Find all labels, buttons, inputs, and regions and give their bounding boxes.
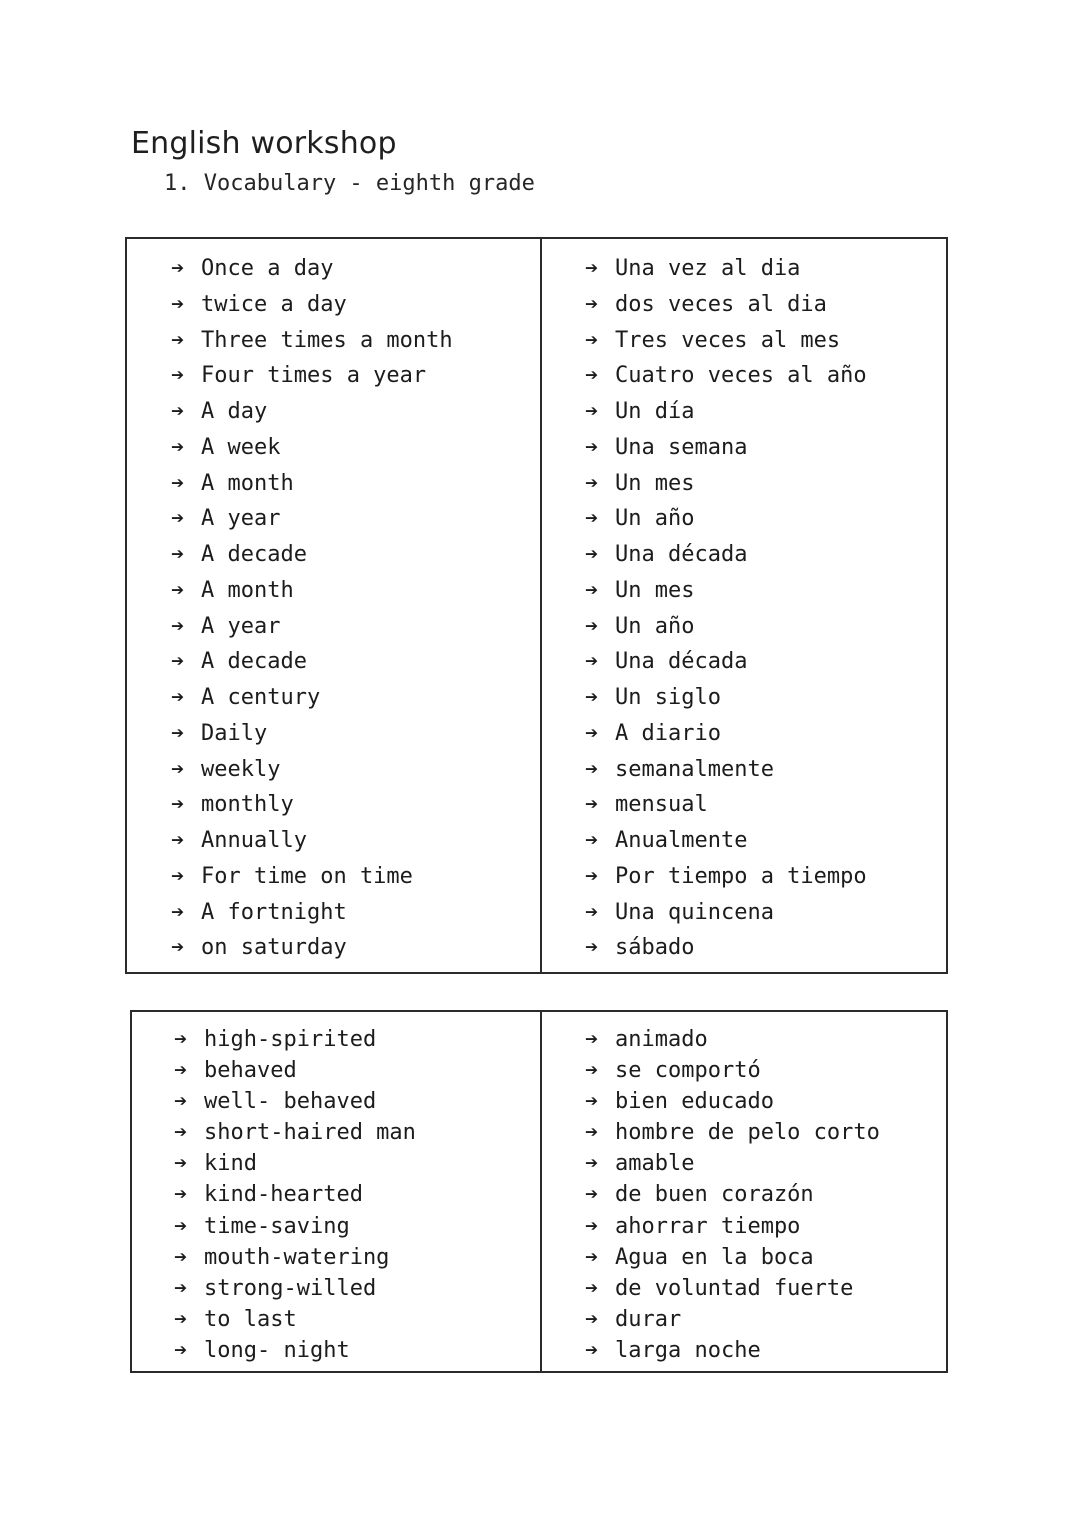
vocab-term: dos veces al dia: [615, 291, 827, 317]
vocab-item-spanish: [585, 573, 946, 609]
vocab-item-spanish: [585, 251, 946, 287]
vocab-term: A month: [201, 577, 294, 603]
arrow-icon: ➔: [171, 291, 185, 317]
vocab-item-english: [174, 1335, 540, 1366]
vocab-item-english: [174, 1179, 540, 1210]
arrow-icon: ➔: [585, 792, 599, 818]
vocab-term: Una vez al dia: [615, 256, 801, 281]
vocab-item-english: [171, 609, 540, 645]
vocab-item-english: [171, 358, 540, 394]
vocab-item-spanish: [585, 930, 946, 966]
vocab-item-english: [171, 394, 540, 430]
vocab-term: high-spirited: [204, 1027, 377, 1052]
vocab-term: Una década: [615, 649, 748, 675]
arrow-icon: ➔: [171, 434, 185, 460]
vocab-item-english: [174, 1086, 540, 1117]
vocab-term: kind: [204, 1151, 257, 1177]
spanish-column: [542, 239, 946, 972]
vocab-term: A decade: [201, 649, 307, 675]
vocab-item-english: [171, 859, 540, 895]
arrow-icon: ➔: [171, 863, 185, 889]
vocab-item-english: [171, 895, 540, 931]
vocab-term: Un año: [615, 613, 695, 639]
vocab-term: time-saving: [204, 1213, 350, 1239]
arrow-icon: ➔: [585, 1120, 599, 1146]
vocab-item-spanish: [585, 1304, 946, 1335]
vocab-item-spanish: [585, 644, 946, 680]
vocab-term: Daily: [201, 720, 268, 746]
vocab-term: semanalmente: [615, 756, 774, 782]
spanish-list: [585, 251, 946, 966]
vocab-term: A month: [201, 470, 294, 496]
vocab-item-spanish: [585, 466, 946, 502]
arrow-icon: ➔: [174, 1337, 188, 1363]
vocab-term: Annually: [201, 828, 307, 853]
vocab-term: Three times a month: [201, 327, 453, 353]
arrow-icon: ➔: [171, 327, 185, 353]
vocab-term: de buen corazón: [615, 1182, 814, 1208]
vocab-item-english: [171, 573, 540, 609]
arrow-icon: ➔: [171, 256, 185, 281]
vocab-term: on saturday: [201, 935, 347, 961]
vocab-term: monthly: [201, 792, 294, 818]
arrow-icon: ➔: [585, 363, 599, 389]
vocab-item-spanish: [585, 1117, 946, 1148]
vocab-term: Four times a year: [201, 363, 427, 389]
vocab-term: Por tiempo a tiempo: [615, 863, 867, 889]
vocab-item-spanish: [585, 609, 946, 645]
vocab-term: mouth-watering: [204, 1244, 390, 1270]
arrow-icon: ➔: [585, 542, 599, 567]
english-list: [174, 1024, 540, 1366]
vocab-item-spanish: [585, 716, 946, 752]
vocab-item-english: [171, 930, 540, 966]
vocab-item-english: [171, 680, 540, 716]
vocab-term: For time on time: [201, 863, 413, 889]
arrow-icon: ➔: [174, 1089, 188, 1115]
vocab-item-spanish: [585, 1086, 946, 1117]
vocab-item-spanish: [585, 680, 946, 716]
vocab-item-spanish: [585, 1055, 946, 1086]
vocab-item-english: [174, 1242, 540, 1273]
vocab-item-english: [174, 1117, 540, 1148]
arrow-icon: ➔: [585, 899, 599, 925]
vocab-item-english: [174, 1211, 540, 1242]
arrow-icon: ➔: [585, 828, 599, 853]
vocab-item-spanish: [585, 323, 946, 359]
vocab-term: Cuatro veces al año: [615, 363, 867, 389]
arrow-icon: ➔: [174, 1244, 188, 1270]
arrow-icon: ➔: [174, 1151, 188, 1177]
spanish-list: [585, 1024, 946, 1366]
vocab-item-spanish: [585, 859, 946, 895]
arrow-icon: ➔: [585, 756, 599, 782]
vocab-item-english: [171, 644, 540, 680]
vocab-term: behaved: [204, 1058, 297, 1084]
vocab-term: to last: [204, 1306, 297, 1332]
vocab-item-spanish: [585, 1335, 946, 1366]
arrow-icon: ➔: [585, 1027, 599, 1052]
arrow-icon: ➔: [585, 685, 599, 710]
arrow-icon: ➔: [174, 1182, 188, 1208]
vocab-term: kind-hearted: [204, 1182, 363, 1208]
vocab-term: A week: [201, 434, 281, 460]
arrow-icon: ➔: [585, 470, 599, 496]
vocab-item-english: [174, 1024, 540, 1055]
arrow-icon: ➔: [585, 1244, 599, 1270]
vocab-term: se comportó: [615, 1058, 761, 1084]
arrow-icon: ➔: [174, 1275, 188, 1301]
vocabulary-table-time-expressions: [125, 237, 948, 974]
spanish-column: [542, 1012, 946, 1371]
vocab-item-spanish: [585, 358, 946, 394]
arrow-icon: ➔: [171, 577, 185, 603]
vocab-item-english: [174, 1055, 540, 1086]
vocab-item-english: [171, 287, 540, 323]
vocab-item-spanish: [585, 1242, 946, 1273]
arrow-icon: ➔: [585, 399, 599, 424]
vocabulary-table-compound-adjectives: [130, 1010, 948, 1373]
arrow-icon: ➔: [174, 1306, 188, 1332]
vocab-item-spanish: [585, 1211, 946, 1242]
vocab-term: Un día: [615, 399, 695, 424]
arrow-icon: ➔: [171, 792, 185, 818]
arrow-icon: ➔: [174, 1213, 188, 1239]
vocab-term: A year: [201, 506, 281, 532]
arrow-icon: ➔: [174, 1058, 188, 1084]
arrow-icon: ➔: [585, 577, 599, 603]
arrow-icon: ➔: [171, 470, 185, 496]
arrow-icon: ➔: [171, 828, 185, 853]
vocab-term: Un mes: [615, 470, 695, 496]
vocab-term: mensual: [615, 792, 708, 818]
vocab-item-english: [171, 251, 540, 287]
vocab-term: Una década: [615, 542, 748, 567]
vocab-term: Una semana: [615, 434, 748, 460]
vocab-item-spanish: [585, 823, 946, 859]
arrow-icon: ➔: [585, 1337, 599, 1363]
arrow-icon: ➔: [585, 720, 599, 746]
arrow-icon: ➔: [585, 649, 599, 675]
vocab-term: Anualmente: [615, 828, 748, 853]
vocab-item-spanish: [585, 752, 946, 788]
vocab-item-spanish: [585, 1024, 946, 1055]
vocab-term: larga noche: [615, 1337, 761, 1363]
vocab-term: Once a day: [201, 256, 334, 281]
arrow-icon: ➔: [585, 1306, 599, 1332]
english-column: [132, 1012, 542, 1371]
arrow-icon: ➔: [171, 756, 185, 782]
vocab-item-english: [171, 823, 540, 859]
document-title: English workshop: [131, 126, 397, 161]
vocab-item-english: [174, 1148, 540, 1179]
arrow-icon: ➔: [585, 1058, 599, 1084]
vocab-item-english: [171, 501, 540, 537]
arrow-icon: ➔: [171, 899, 185, 925]
arrow-icon: ➔: [585, 1089, 599, 1115]
vocab-item-english: [171, 787, 540, 823]
arrow-icon: ➔: [585, 1182, 599, 1208]
vocab-item-spanish: [585, 287, 946, 323]
vocab-term: hombre de pelo corto: [615, 1120, 880, 1146]
vocab-term: ahorrar tiempo: [615, 1213, 801, 1239]
vocab-term: long- night: [204, 1337, 350, 1363]
arrow-icon: ➔: [585, 327, 599, 353]
vocab-item-spanish: [585, 537, 946, 573]
vocab-item-english: [171, 716, 540, 752]
vocab-term: Una quincena: [615, 899, 774, 925]
arrow-icon: ➔: [585, 256, 599, 281]
arrow-icon: ➔: [585, 1213, 599, 1239]
arrow-icon: ➔: [171, 363, 185, 389]
vocab-term: A fortnight: [201, 899, 347, 925]
arrow-icon: ➔: [171, 685, 185, 710]
arrow-icon: ➔: [585, 935, 599, 961]
vocab-term: weekly: [201, 756, 281, 782]
english-column: [127, 239, 542, 972]
vocab-term: A year: [201, 613, 281, 639]
vocab-item-spanish: [585, 501, 946, 537]
vocab-item-spanish: [585, 895, 946, 931]
vocab-item-spanish: [585, 430, 946, 466]
arrow-icon: ➔: [585, 1275, 599, 1301]
arrow-icon: ➔: [585, 506, 599, 532]
arrow-icon: ➔: [585, 291, 599, 317]
arrow-icon: ➔: [171, 720, 185, 746]
vocab-item-english: [171, 752, 540, 788]
arrow-icon: ➔: [585, 613, 599, 639]
vocab-term: Un mes: [615, 577, 695, 603]
vocab-item-english: [171, 466, 540, 502]
vocab-item-english: [171, 323, 540, 359]
vocab-term: animado: [615, 1027, 708, 1052]
arrow-icon: ➔: [174, 1120, 188, 1146]
arrow-icon: ➔: [174, 1027, 188, 1052]
arrow-icon: ➔: [585, 863, 599, 889]
vocab-term: sábado: [615, 935, 695, 961]
vocab-term: short-haired man: [204, 1120, 416, 1146]
arrow-icon: ➔: [171, 542, 185, 567]
vocab-term: well- behaved: [204, 1089, 377, 1115]
vocab-item-spanish: [585, 394, 946, 430]
arrow-icon: ➔: [171, 506, 185, 532]
vocab-term: Agua en la boca: [615, 1244, 814, 1270]
arrow-icon: ➔: [171, 935, 185, 961]
vocab-item-english: [171, 430, 540, 466]
arrow-icon: ➔: [585, 1151, 599, 1177]
vocab-item-english: [174, 1273, 540, 1304]
vocab-term: durar: [615, 1306, 682, 1332]
arrow-icon: ➔: [171, 649, 185, 675]
vocab-term: A day: [201, 399, 268, 424]
arrow-icon: ➔: [585, 434, 599, 460]
arrow-icon: ➔: [171, 613, 185, 639]
vocab-item-spanish: [585, 1148, 946, 1179]
document-subtitle: 1. Vocabulary - eighth grade: [164, 171, 535, 196]
vocab-item-spanish: [585, 1273, 946, 1304]
vocab-item-english: [171, 537, 540, 573]
vocab-item-english: [174, 1304, 540, 1335]
arrow-icon: ➔: [171, 399, 185, 424]
vocab-term: de voluntad fuerte: [615, 1275, 854, 1301]
vocab-item-spanish: [585, 1179, 946, 1210]
vocab-term: strong-willed: [204, 1275, 377, 1301]
vocab-term: Un año: [615, 506, 695, 532]
vocab-term: A century: [201, 685, 321, 710]
vocab-term: twice a day: [201, 291, 347, 317]
vocab-term: A diario: [615, 720, 721, 746]
vocab-term: Tres veces al mes: [615, 327, 841, 353]
vocab-term: bien educado: [615, 1089, 774, 1115]
vocab-term: amable: [615, 1151, 695, 1177]
vocab-term: A decade: [201, 542, 307, 567]
vocab-item-spanish: [585, 787, 946, 823]
vocab-term: Un siglo: [615, 685, 721, 710]
english-list: [171, 251, 540, 966]
